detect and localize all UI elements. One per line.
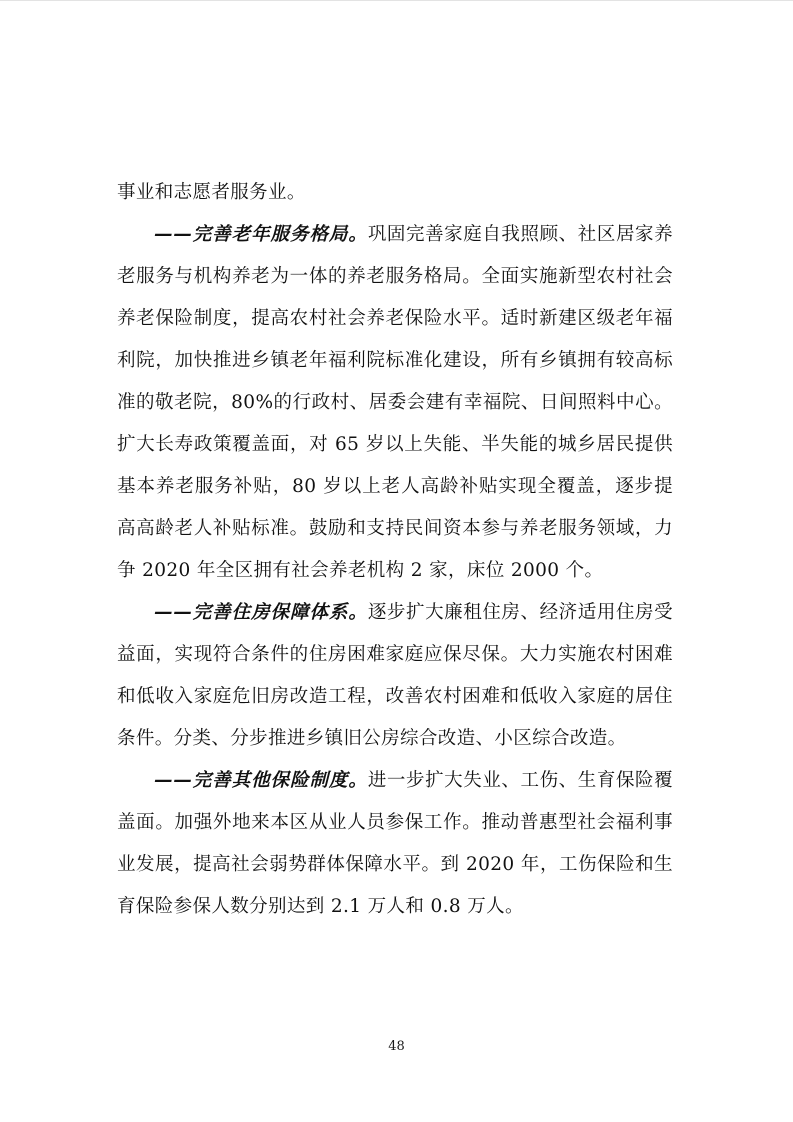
paragraph-text: 事业和志愿者服务业。 xyxy=(117,182,306,203)
paragraph-text: 进一步扩大失业、工伤、生育保险覆盖面。加强外地来本区从业人员参保工作。推动普惠型社会福利事业发展，提高社会弱势群体保障水平。到 2020 年，工伤保险和生育保险参保人数分别达到 2.1 万人和 0.8 万人。 xyxy=(117,770,673,917)
paragraph-elderly-services xyxy=(117,214,673,592)
paragraph-housing-security xyxy=(117,592,673,760)
page-content xyxy=(117,172,673,928)
page-number: 48 xyxy=(388,1039,405,1054)
paragraph-continuation xyxy=(117,172,673,214)
document-page xyxy=(0,1,793,1122)
paragraph-lead: ——完善住房保障体系。 xyxy=(154,602,368,623)
paragraph-lead: ——完善老年服务格局。 xyxy=(154,224,368,245)
paragraph-text: 巩固完善家庭自我照顾、社区居家养老服务与机构养老为一体的养老服务格局。全面实施新型农村社会养老保险制度，提高农村社会养老保险水平。适时新建区级老年福利院，加快推进乡镇老年福利院标准化建设，所有乡镇拥有较高标准的敬老院，80%的行政村、居委会建有幸福院、日间照料中心。扩大长寿政策覆盖面，对 65 岁以上失能、半失能的城乡居民提供基本养老服务补贴，80 岁以上老人高龄补贴实现全覆盖，逐步提高高龄老人补贴标准。鼓励和支持民间资本参与养老服务领域，力争 2020 年全区拥有社会养老机构 2 家，床位 2000 个。 xyxy=(117,224,673,581)
paragraph-lead: ——完善其他保险制度。 xyxy=(154,770,368,791)
paragraph-other-insurance xyxy=(117,760,673,928)
paragraph-text: 逐步扩大廉租住房、经济适用住房受益面，实现符合条件的住房困难家庭应保尽保。大力实施农村困难和低收入家庭危旧房改造工程，改善农村困难和低收入家庭的居住条件。分类、分步推进乡镇旧公房综合改造、小区综合改造。 xyxy=(117,602,673,749)
